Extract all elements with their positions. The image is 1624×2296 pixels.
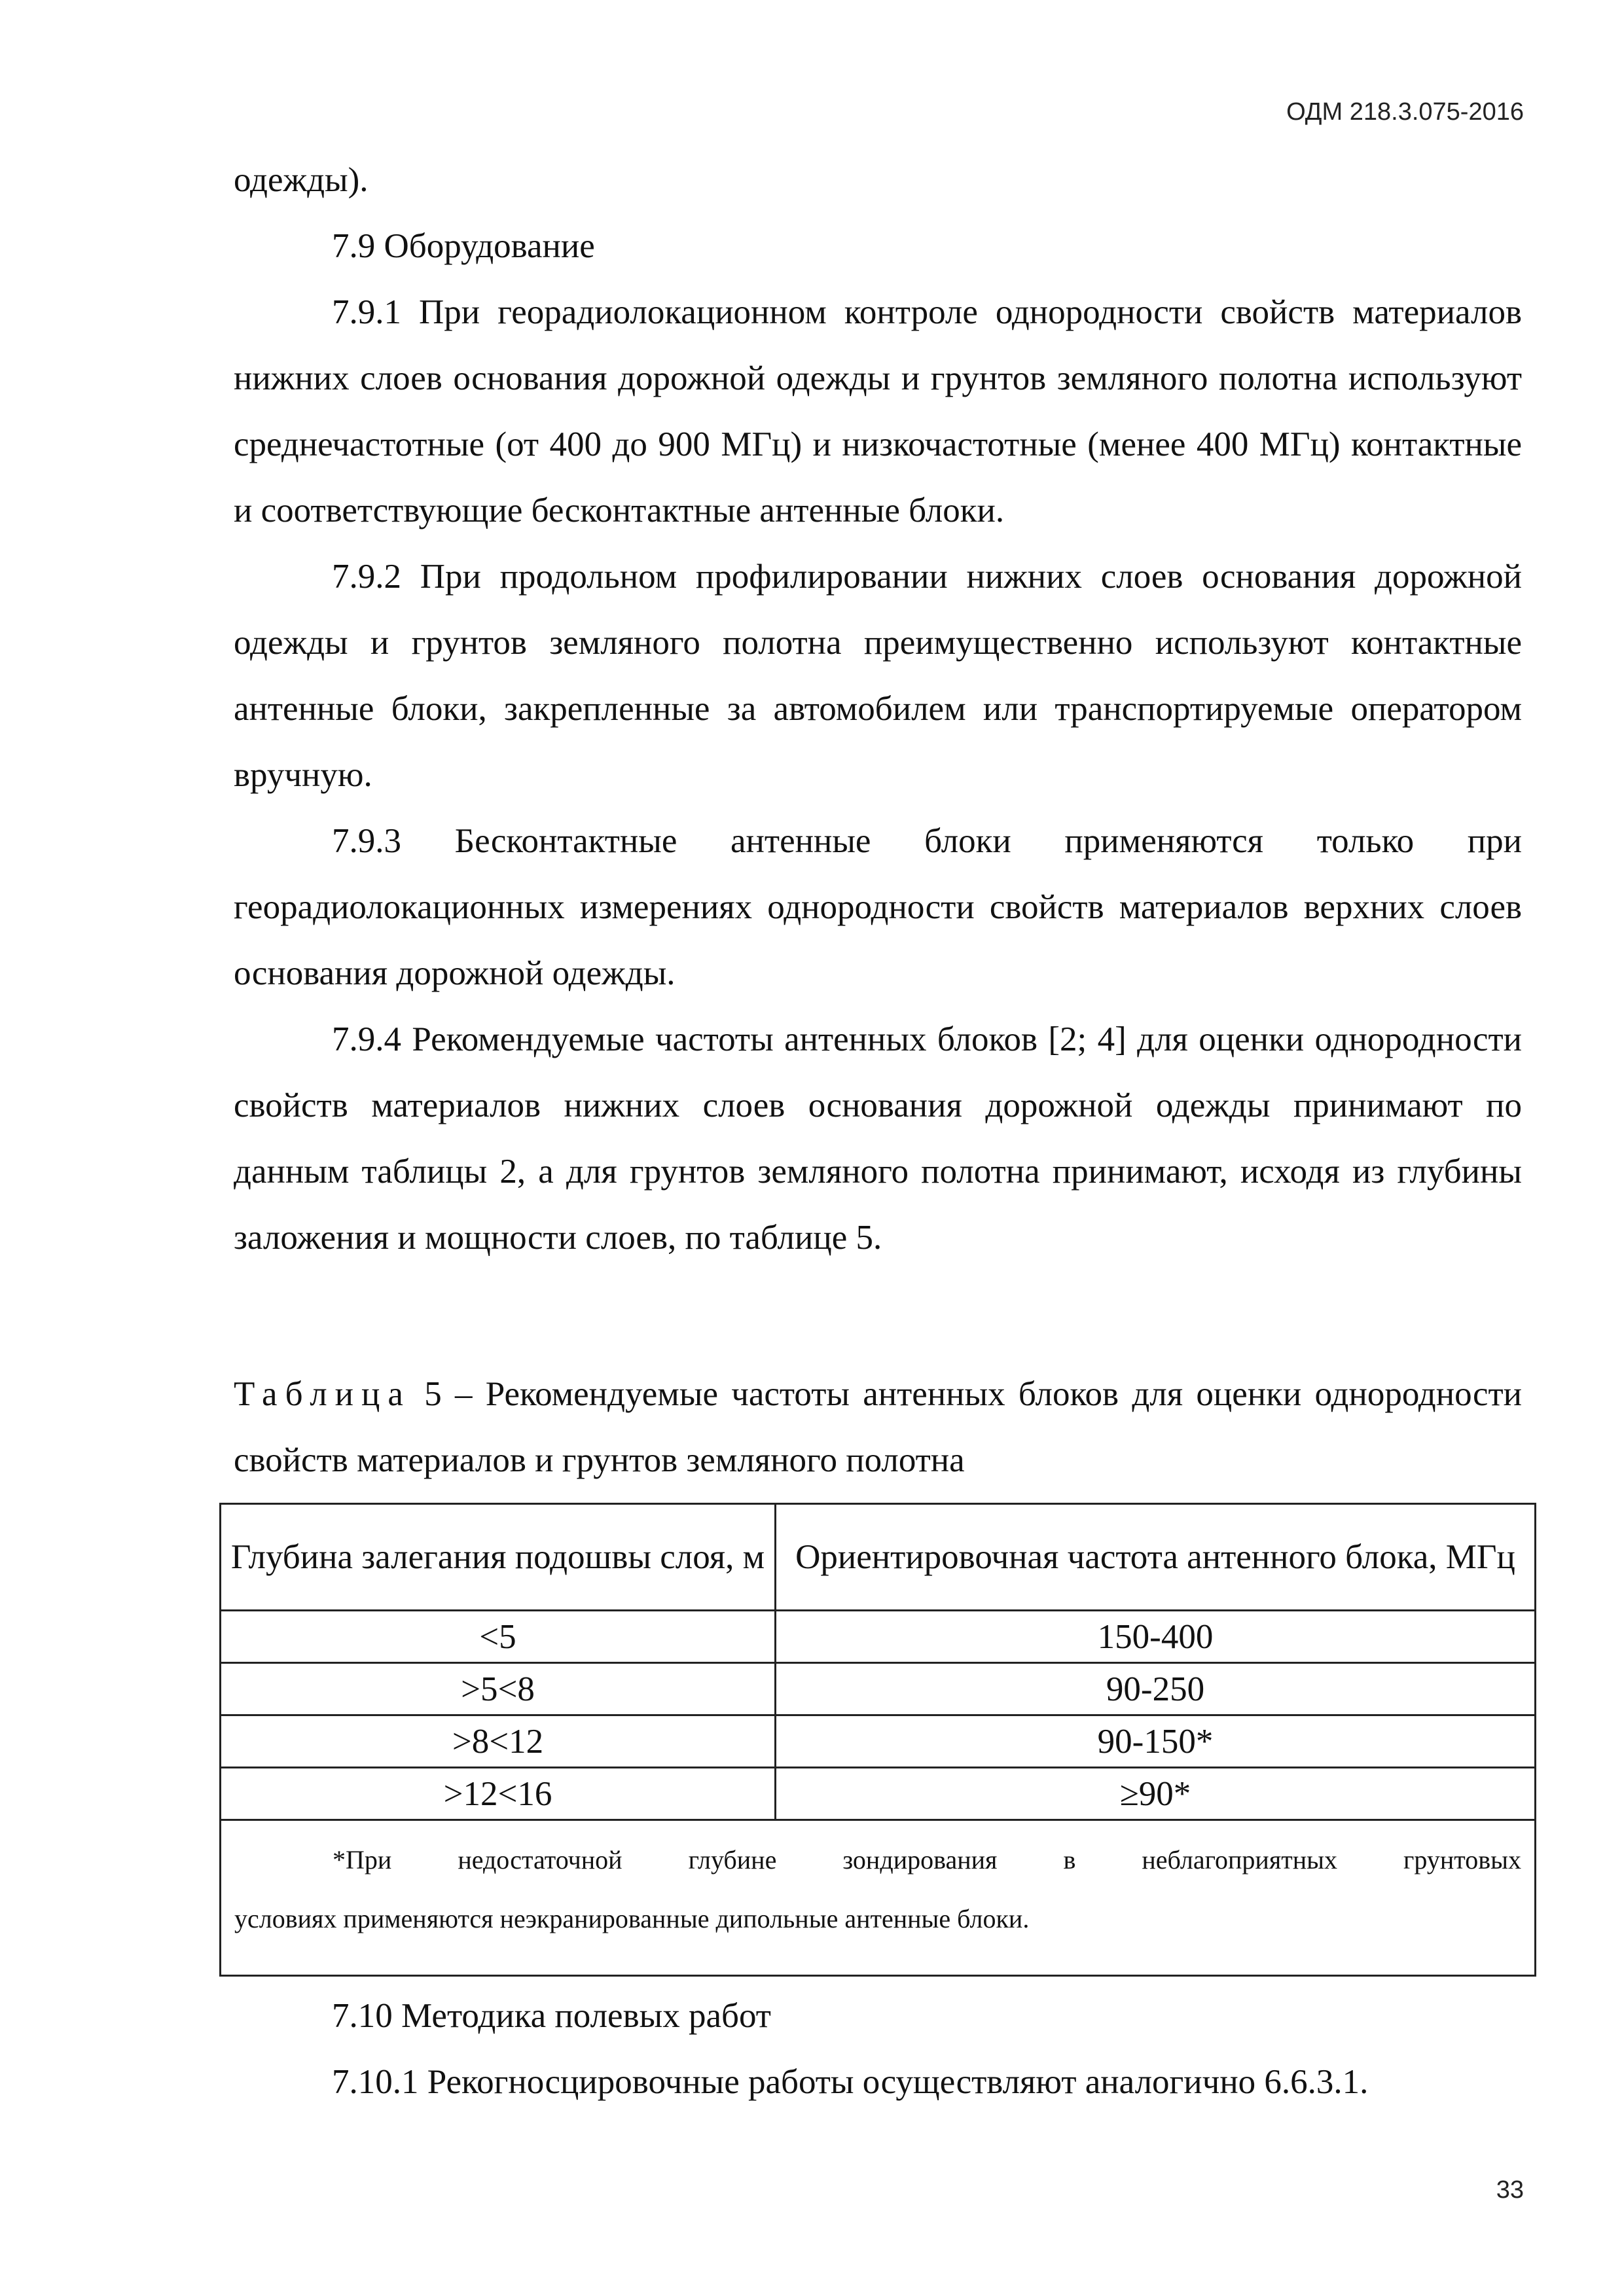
table-header-frequency: Ориентировочная частота антенного блока, МГц	[776, 1504, 1536, 1611]
paragraph-7-9-2: 7.9.2 При продольном профилировании нижних слоев основания дорожной одежды и грунтов земляного полотна преимущественно используют контактные антенные блоки, закрепленные за автомобилем или транспортируемые оператором вручную.	[234, 558, 1522, 794]
table-cell-frequency: 90-250	[776, 1663, 1536, 1715]
table-row	[221, 1663, 1536, 1715]
table-cell-depth: >5<8	[221, 1663, 776, 1715]
paragraph-7-9-4: 7.9.4 Рекомендуемые частоты антенных блоков [2; 4] для оценки однородности свойств материалов нижних слоев основания дорожной одежды принимают по данным таблицы 2, а для грунтов земляного полотна принимают, исходя из глубины заложения и мощности слоев, по таблице 5.	[234, 1020, 1522, 1257]
paragraph-7-9-1: 7.9.1 При георадиолокационном контроле однородности свойств материалов нижних слоев основания дорожной одежды и грунтов земляного полотна используют среднечастотные (от 400 до 900 МГц) и низкочастотные (менее 400 МГц) контактные и соответствующие бесконтактные антенные блоки.	[234, 293, 1522, 529]
table-cell-frequency: 90-150*	[776, 1715, 1536, 1768]
paragraph-7-9-3: 7.9.3 Бесконтактные антенные блоки применяются только при георадиолокационных измерениях однородности свойств материалов верхних слоев основания дорожной одежды.	[234, 822, 1522, 992]
table-caption	[234, 1361, 1522, 1494]
paragraph-7-10-1: 7.10.1 Рекогносцировочные работы осуществляют аналогично 6.6.3.1.	[332, 2063, 1369, 2101]
table-footnote-row	[221, 1820, 1536, 1976]
table-footnote	[221, 1820, 1536, 1976]
table-row	[221, 1611, 1536, 1663]
table-footnote-line-1: *При недостаточной глубине зондирования в неблагоприятных грунтовых	[333, 1845, 1521, 1874]
frequency-table	[219, 1503, 1536, 1977]
table-caption-word: Таблица	[234, 1375, 411, 1413]
after-table-text	[234, 1983, 1522, 2115]
table-row	[221, 1768, 1536, 1820]
document-code-header: ОДМ 218.3.075-2016	[1286, 98, 1524, 126]
paragraph-continuation: одежды).	[234, 161, 369, 199]
table-caption-text: 5 – Рекомендуемые частоты антенных блоков для оценки однородности свойств материалов и грунтов земляного полотна	[234, 1375, 1522, 1479]
table-header-row	[221, 1504, 1536, 1611]
section-heading-7-9: 7.9 Оборудование	[332, 227, 595, 265]
table-cell-depth: <5	[221, 1611, 776, 1663]
table-cell-depth: >12<16	[221, 1768, 776, 1820]
page-number: 33	[1496, 2176, 1524, 2204]
table-cell-frequency: 150-400	[776, 1611, 1536, 1663]
table-cell-depth: >8<12	[221, 1715, 776, 1768]
main-text	[234, 147, 1522, 1271]
table-footnote-line-2: условиях применяются неэкранированные дипольные антенные блоки.	[234, 1904, 1030, 1933]
table-row	[221, 1715, 1536, 1768]
table-header-depth: Глубина залегания подошвы слоя, м	[221, 1504, 776, 1611]
section-heading-7-10: 7.10 Методика полевых работ	[332, 1997, 771, 2035]
table-cell-frequency: ≥90*	[776, 1768, 1536, 1820]
